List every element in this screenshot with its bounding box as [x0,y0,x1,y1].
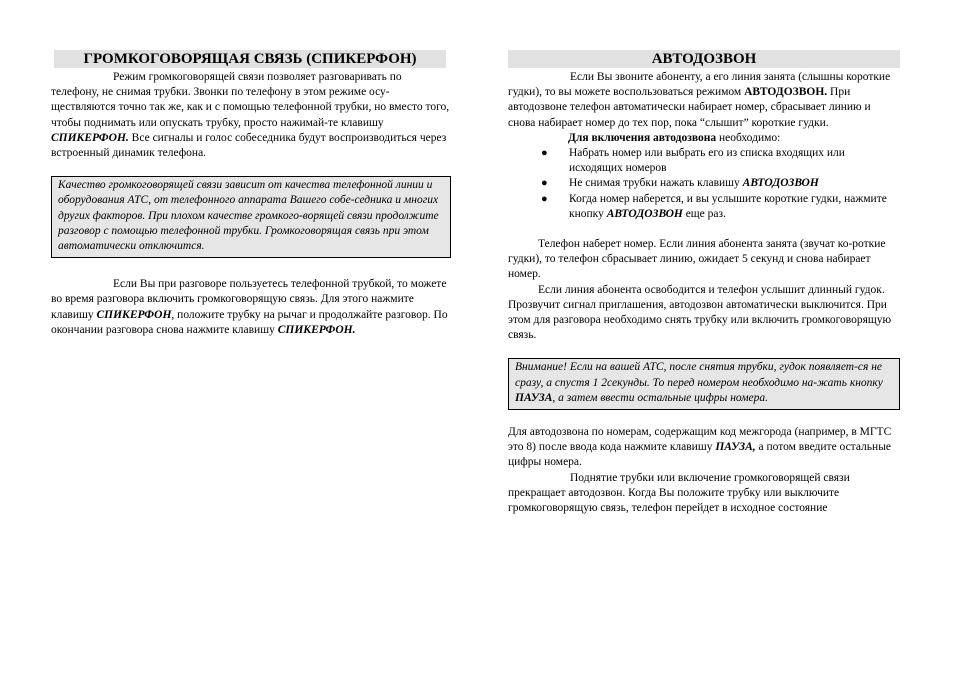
step-text-tail: еще раз. [682,207,726,220]
list-item [508,176,900,191]
autodial-intercity-paragraph [508,425,900,471]
pause-note-text-1: Внимание! Если на вашей АТС, после снятия трубки, гудок появляет-ся не сразу, а спустя 1 2секунды. То перед номером необходимо на-жать кнопку [515,361,883,389]
autodial-free-line-paragraph: Если линия абонента освободится и телефон услышит длинный гудок. Прозвучит сигнал приглашения, автодозвон автоматически выключится. При этом для разговора необходимо снять трубку или включить громкоговорящую связь. [508,283,892,342]
right-column [508,50,900,516]
autodial-redial-paragraph: Телефон наберет номер. Если линия абонента занята (звучат ко-роткие гудки), то телефон сбрасывает линию, ожидает 5 секунд и снова набирает номер. [508,238,886,281]
pause-note-text-2: , а затем ввести остальные цифры номера. [552,391,769,404]
intercity-text-2: а потом введите остальные цифры номера. [508,441,892,469]
speakerphone-key-name: СПИКЕРФОН. [277,323,356,336]
speakerphone-quality-note: Качество громкоговорящей связи зависит от качества телефонной линии и оборудования АТС, от телефонного аппарата Вашего собе-седника и многих других факторов. При плохом качестве громкого-ворящей связи продолжите разговор с помощью телефонной трубки. Громкоговорящая связь при этом автоматически отключится. [51,176,451,258]
autodial-heading: АВТОДОЗВОН [508,50,900,68]
autodial-intro-text-2: При автодозвоне телефон автоматически набирает номер, сбрасывает линию и снова набирает номер до тех пор, пока “слышит” короткие гудки. [508,86,871,129]
speakerphone-key-name: СПИКЕРФОН [96,308,172,321]
step-text: Набрать номер или выбрать его из списка входящих или исходящих номеров [569,147,845,175]
autodial-key-name: АВТОДОЗВОН [606,207,683,220]
bullet-icon: ● [541,192,548,205]
autodial-cancel-paragraph: Поднятие трубки или включение громкоговорящей связи прекращает автодозвон. Когда Вы положите трубку или выключите громкоговорящую связь, телефон перейдет в исходное состояние [508,471,850,515]
autodial-enable-lead [508,131,900,146]
autodial-enable-lead-bold: Для включения автодозвона [568,131,717,144]
step-text: Когда номер наберется, и вы услышите короткие гудки, нажмите кнопку [569,192,887,220]
list-item [508,192,900,222]
pause-key-name: ПАУЗА [515,391,553,404]
handset-text-2: , положите трубку на рычаг и продолжайте разговор. По окончании разговора снова нажмите клавишу [51,308,448,336]
autodial-steps-list [508,146,900,222]
speakerphone-heading: ГРОМКОГОВОРЯЩАЯ СВЯЗЬ (СПИКЕРФОН) [54,50,446,68]
autodial-mode-name: АВТОДОЗВОН. [744,86,828,99]
autodial-key-name: АВТОДОЗВОН [742,177,819,190]
bullet-icon: ● [541,177,548,190]
intro-text-1: Режим громкоговорящей связи позволяет разговаривать по телефону, не снимая трубки. Звонки по телефону в этом режиме осу-ществляются точно так же, как и с помощью телефонной трубки, но вместо того, чтобы поднимать или опускать трубку, просто нажимай-те клавишу [51,71,450,129]
bullet-icon: ● [541,147,548,160]
autodial-intro-text-1: Если Вы звоните абоненту, а его линия занята (слышны короткие гудки), то вы можете воспользоваться режимом [508,71,891,99]
left-column [51,50,451,338]
step-text: Не снимая трубки нажать клавишу [569,177,743,190]
autodial-pause-note [508,358,900,410]
speakerphone-key-name: СПИКЕРФОН. [51,131,129,144]
list-item [508,146,900,176]
handset-text-1: Если Вы при разговоре пользуетесь телефонной трубкой, то можете во время разговора включить громкоговорящую связь. Для этого нажмите клавишу [51,278,447,321]
speakerphone-intro [51,70,451,161]
intercity-text-1: Для автодозвона по номерам, содержащим код межгорода (например, в МГТС это 8) после ввода кода нажмите клавишу [508,426,892,454]
autodial-intro [508,70,900,131]
autodial-enable-lead-rest: необходимо: [716,131,781,144]
speakerphone-handset-paragraph [51,277,451,338]
intro-text-2: Все сигналы и голос собеседника будут воспроизводиться через встроенный динамик телефона. [51,131,447,160]
pause-key-name: ПАУЗА, [715,441,756,454]
